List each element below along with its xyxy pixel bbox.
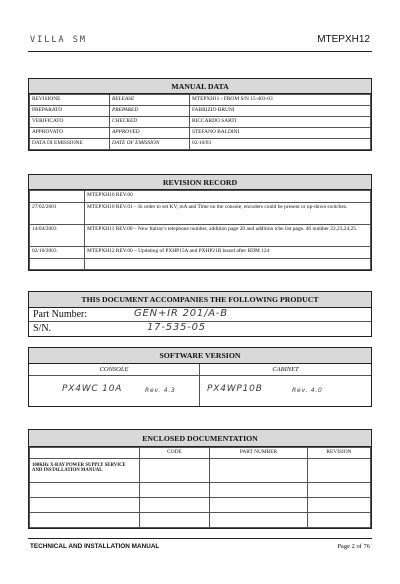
console-cell: [29, 376, 200, 406]
console-version-value: PX4WC 10A: [62, 384, 123, 394]
enclosed-header-cell: CODE: [140, 448, 210, 459]
revision-record-table: [29, 190, 371, 270]
revision-row: [30, 225, 371, 247]
serial-number-row: [29, 322, 371, 336]
enclosed-row: [30, 498, 371, 513]
document-code: MTEPXH12: [317, 34, 370, 45]
enclosed-cell: [308, 513, 371, 528]
software-header-row: [29, 364, 371, 376]
product-section: [28, 291, 372, 337]
enclosed-documentation-table: [29, 447, 371, 528]
manual-data-label: REVISIONE: [30, 95, 110, 106]
manual-data-label-en: APPROVED: [110, 128, 190, 139]
revision-description: MTEPXH10 REV.01 – In order to set KV, mA and Time on the console, encoders could be present or up-down switches.: [85, 203, 371, 225]
manual-data-value: MTEPXH11 - FROM S/N 15-403-03: [190, 95, 371, 106]
enclosed-header-row: [30, 448, 371, 459]
revision-record-title: REVISION RECORD: [29, 175, 371, 190]
manual-data-value: RICCARDO SARTI: [190, 117, 371, 128]
enclosed-row: [30, 459, 371, 483]
enclosed-cell: 100KHz X-RAY POWER SUPPLY SERVICE AND INSTALLATION MANUAL: [30, 459, 140, 483]
manual-data-row: [30, 128, 371, 139]
software-value-row: [29, 376, 371, 406]
enclosed-cell: [308, 483, 371, 498]
manual-data-row: [30, 139, 371, 150]
manual-data-row: [30, 117, 371, 128]
enclosed-cell: [308, 498, 371, 513]
revision-description: MTEPXH12 REV.00 – Updating of PXHP15A and PXHP21B board after RDM 124: [85, 247, 371, 259]
manual-data-label: DATA DI EMISSIONE: [30, 139, 110, 150]
software-version-section: [28, 347, 372, 407]
manual-data-label: APPROVATO: [30, 128, 110, 139]
manual-data-row: [30, 95, 371, 106]
manual-data-label-en: RELEASE: [110, 95, 190, 106]
cabinet-label: CABINET: [272, 366, 299, 373]
revision-record-section: [28, 174, 372, 271]
serial-number-label: S/N.: [33, 323, 52, 334]
part-number-row: [29, 308, 371, 322]
enclosed-cell: [210, 498, 308, 513]
enclosed-documentation-section: [28, 429, 372, 529]
enclosed-header-cell: PART NUMBER: [210, 448, 308, 459]
enclosed-cell: [210, 513, 308, 528]
manual-data-label-en: PREPARED: [110, 106, 190, 117]
enclosed-documentation-title: ENCLOSED DOCUMENTATION: [29, 430, 371, 447]
manual-data-label: VERIFICATO: [30, 117, 110, 128]
cabinet-version-value: PX4WP10B: [207, 384, 263, 394]
enclosed-header-cell: REVISION: [308, 448, 371, 459]
revision-date: 14/04/2003: [30, 225, 85, 247]
revision-date: 02/10/2003: [30, 247, 85, 259]
manual-data-value: STEFANO BALDINI: [190, 128, 371, 139]
revision-date: [30, 191, 85, 203]
manual-data-title: MANUAL DATA: [29, 79, 371, 94]
product-title: THIS DOCUMENT ACCOMPANIES THE FOLLOWING PRODUCT: [29, 292, 371, 308]
enclosed-cell: [140, 483, 210, 498]
part-number-label: Part Number:: [33, 309, 88, 320]
enclosed-row: [30, 483, 371, 498]
cabinet-cell: [200, 376, 371, 406]
manual-data-section: [28, 78, 372, 151]
enclosed-cell: [210, 483, 308, 498]
revision-description: MTEPXH11 REV.00 – New Italray's telephone number, addition page 20 and addition tcbe list page. 46 number 22,23,24,25.: [85, 225, 371, 247]
enclosed-cell: [30, 498, 140, 513]
revision-row: [30, 247, 371, 259]
serial-number-value: 17-535-05: [147, 322, 206, 333]
footer-divider: [28, 538, 372, 539]
manual-data-label: PREPARATO: [30, 106, 110, 117]
enclosed-cell: [210, 459, 308, 483]
revision-description: [85, 259, 371, 270]
software-version-title: SOFTWARE VERSION: [29, 348, 371, 364]
page-number: Page 2 of 76: [337, 543, 370, 550]
enclosed-cell: [30, 483, 140, 498]
manual-data-value: 02/10/03: [190, 139, 371, 150]
manual-data-row: [30, 106, 371, 117]
manual-data-value: FABRIZIO BRUNI: [190, 106, 371, 117]
revision-date: [30, 259, 85, 270]
header-divider: [28, 51, 372, 52]
footer-title: TECHNICAL AND INSTALLATION MANUAL: [30, 543, 160, 550]
manual-data-label-en: DATE OF EMISSION: [110, 139, 190, 150]
revision-row: [30, 191, 371, 203]
enclosed-cell: [140, 498, 210, 513]
enclosed-cell: [30, 513, 140, 528]
enclosed-cell: [308, 459, 371, 483]
manual-data-table: [29, 94, 371, 150]
manual-data-label-en: CHECKED: [110, 117, 190, 128]
enclosed-cell: [140, 459, 210, 483]
enclosed-cell: [140, 513, 210, 528]
revision-row: [30, 259, 371, 270]
company-logo: VILLA SM: [30, 35, 87, 45]
cabinet-rev-value: Rev. 4.0: [292, 387, 323, 394]
revision-description: MTEPXH10 REV.00: [85, 191, 371, 203]
enclosed-header-cell: [30, 448, 140, 459]
enclosed-row: [30, 513, 371, 528]
part-number-value: GEN+IR 201/A-B: [134, 308, 228, 319]
revision-row: [30, 203, 371, 225]
console-rev-value: Rev. 4.3: [145, 387, 176, 394]
console-label: CONSOLE: [29, 364, 200, 375]
revision-date: 27/02/2001: [30, 203, 85, 225]
